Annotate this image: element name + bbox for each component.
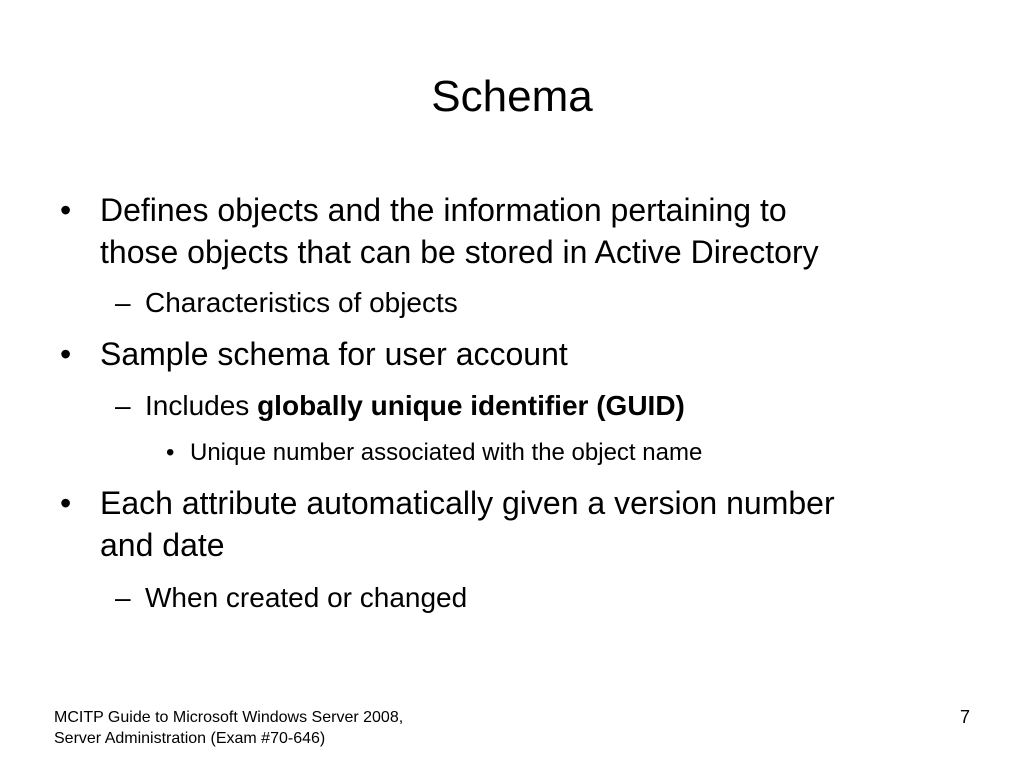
sub-bullet-text: Characteristics of objects <box>145 287 458 318</box>
bullet-text-line-1: Each attribute automatically given a version number <box>100 485 835 521</box>
bullet-marker: • <box>166 439 175 466</box>
sub-bullet-characteristics <box>115 286 815 320</box>
dash-marker: – <box>115 582 131 613</box>
sub-bullet-text <box>145 389 685 423</box>
dash-marker: – <box>115 390 131 421</box>
footer-line-2: Server Administration (Exam #70-646) <box>54 730 326 747</box>
bullet-text-line-1: Defines objects and the information pertaining to <box>100 192 787 228</box>
bullet-marker: • <box>60 336 72 372</box>
sub-bullet-text: When created or changed <box>145 582 468 613</box>
bullet-marker: • <box>60 192 72 228</box>
bullet-marker: • <box>60 485 72 521</box>
footer-source <box>54 707 403 749</box>
footer-line-1: MCITP Guide to Microsoft Windows Server 2008, <box>54 709 404 726</box>
bullet-text: Sample schema for user account <box>100 336 568 372</box>
sub-sub-bullet-unique-number <box>166 438 966 468</box>
dash-marker: – <box>115 287 131 318</box>
sub-bullet-text-bold: globally unique identifier (GUID) <box>257 390 685 421</box>
sub-bullet-when-created <box>115 581 815 615</box>
bullet-defines-objects <box>60 189 960 273</box>
sub-bullet-includes-guid <box>115 389 915 423</box>
slide-title: Schema <box>431 72 593 121</box>
sub-sub-bullet-text: Unique number associated with the object name <box>190 439 703 466</box>
bullet-text-line-2: and date <box>100 527 225 563</box>
bullet-sample-schema <box>60 333 960 375</box>
sub-bullet-text-plain: Includes <box>145 390 258 421</box>
page-number: 7 <box>959 707 970 727</box>
bullet-each-attribute <box>60 482 960 566</box>
bullet-text-line-2: those objects that can be stored in Active Directory <box>100 234 819 270</box>
